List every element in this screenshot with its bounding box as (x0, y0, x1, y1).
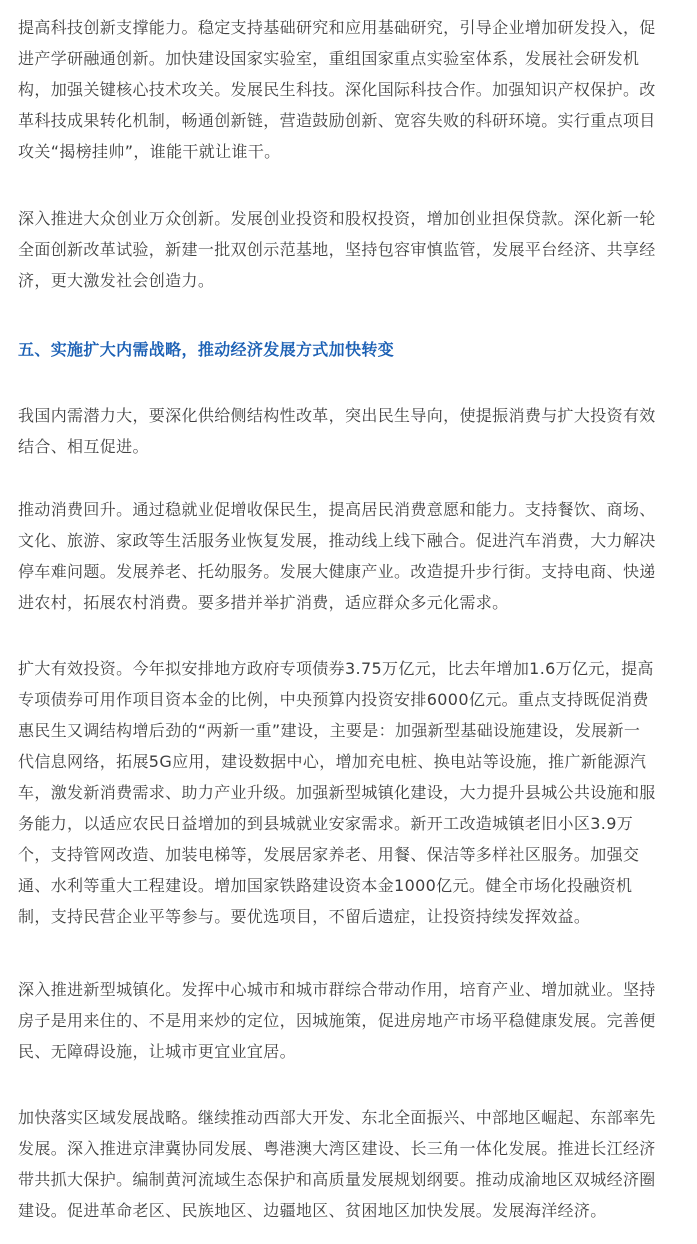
section-heading: 五、实施扩大内需战略，推动经济发展方式加快转变 (18, 340, 395, 359)
text-line: 革科技成果转化机制，畅通创新链，营造鼓励创新、宽容失败的科研环境。实行重点项目 (18, 111, 656, 130)
text-line: 停车难问题。发展养老、托幼服务。发展大健康产业。改造提升步行街。支持电商、快递 (18, 562, 656, 581)
text-line: 个，支持管网改造、加装电梯等，发展居家养老、用餐、保洁等多样社区服务。加强交 (18, 845, 640, 864)
text-line: 攻关“揭榜挂帅”，谁能干就让谁干。 (18, 142, 281, 161)
text-line: 进产学研融通创新。加快建设国家实验室，重组国家重点实验室体系，发展社会研发机 (18, 49, 640, 68)
text-line: 加快落实区域发展战略。继续推动西部大开发、东北全面振兴、中部地区崛起、东部率先 (18, 1108, 656, 1127)
text-line: 带共抓大保护。编制黄河流域生态保护和高质量发展规划纲要。推动成渝地区双城经济圈 (18, 1170, 656, 1189)
text-line: 构，加强关键核心技术攻关。发展民生科技。深化国际科技合作。加强知识产权保护。改 (18, 80, 656, 99)
text-line: 代信息网络，拓展5G应用，建设数据中心，增加充电桩、换电站等设施，推广新能源汽 (18, 752, 647, 771)
paragraph-domestic-demand (18, 400, 682, 462)
paragraph-urbanization (18, 974, 682, 1067)
text-line: 全面创新改革试验，新建一批双创示范基地，坚持包容审慎监管，发展平台经济、共享经 (18, 240, 656, 259)
paragraph-consumption (18, 494, 682, 618)
paragraph-regional-development (18, 1102, 682, 1226)
text-line: 济，更大激发社会创造力。 (18, 271, 215, 290)
paragraph-investment (18, 653, 682, 932)
text-line: 房子是用来住的、不是用来炒的定位，因城施策，促进房地产市场平稳健康发展。完善便 (18, 1011, 656, 1030)
text-line: 惠民生又调结构增后劲的“两新一重”建设，主要是：加强新型基础设施建设，发展新一 (18, 721, 641, 740)
text-line: 建设。促进革命老区、民族地区、边疆地区、贫困地区加快发展。发展海洋经济。 (18, 1201, 607, 1220)
paragraph-entrepreneurship (18, 203, 682, 296)
text-line: 车，激发新消费需求、助力产业升级。加强新型城镇化建设，大力提升县城公共设施和服 (18, 783, 656, 802)
text-line: 专项债券可用作项目资本金的比例，中央预算内投资安排6000亿元。重点支持既促消费 (18, 690, 649, 709)
text-line: 扩大有效投资。今年拟安排地方政府专项债券3.75万亿元，比去年增加1.6万亿元，提高 (18, 659, 654, 678)
paragraph-tech-innovation (18, 12, 682, 167)
text-line: 通、水利等重大工程建设。增加国家铁路建设资本金1000亿元。健全市场化投融资机 (18, 876, 633, 895)
text-line: 发展。深入推进京津冀协同发展、粤港澳大湾区建设、长三角一体化发展。推进长江经济 (18, 1139, 656, 1158)
text-line: 制，支持民营企业平等参与。要优选项目，不留后遗症，让投资持续发挥效益。 (18, 907, 591, 926)
text-line: 进农村，拓展农村消费。要多措并举扩消费，适应群众多元化需求。 (18, 593, 509, 612)
text-line: 推动消费回升。通过稳就业促增收保民生，提高居民消费意愿和能力。支持餐饮、商场、 (18, 500, 656, 519)
text-line: 提高科技创新支撑能力。稳定支持基础研究和应用基础研究，引导企业增加研发投入，促 (18, 18, 656, 37)
text-line: 结合、相互促进。 (18, 437, 149, 456)
text-line: 深入推进新型城镇化。发挥中心城市和城市群综合带动作用，培育产业、增加就业。坚持 (18, 980, 656, 999)
text-line: 务能力，以适应农民日益增加的到县城就业安家需求。新开工改造城镇老旧小区3.9万 (18, 814, 634, 833)
text-line: 我国内需潜力大，要深化供给侧结构性改革，突出民生导向，使提振消费与扩大投资有效 (18, 406, 656, 425)
text-line: 民、无障碍设施，让城市更宜业宜居。 (18, 1042, 296, 1061)
text-line: 文化、旅游、家政等生活服务业恢复发展，推动线上线下融合。促进汽车消费，大力解决 (18, 531, 656, 550)
text-line: 深入推进大众创业万众创新。发展创业投资和股权投资，增加创业担保贷款。深化新一轮 (18, 209, 656, 228)
